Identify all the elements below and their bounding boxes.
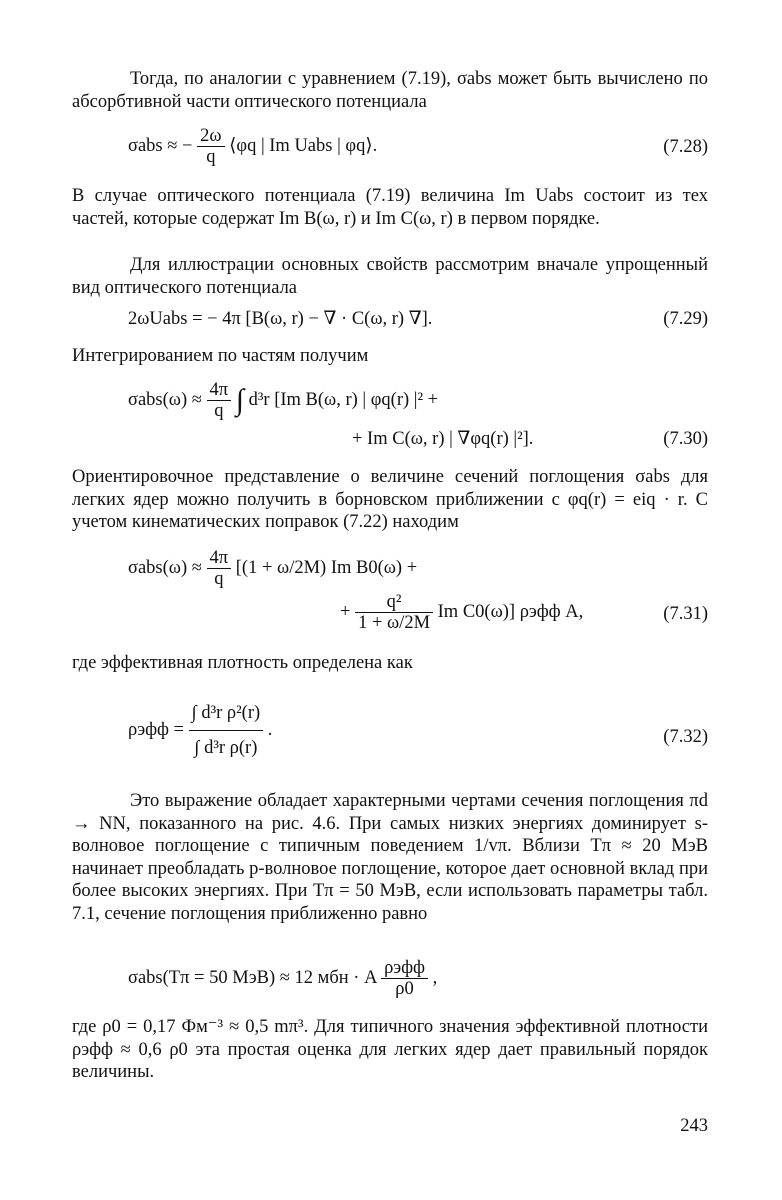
eq730-line1: d³r [Im B(ω, r) | φq(r) |² +: [248, 389, 439, 410]
eq733-lhs: σabs(Tπ = 50 МэВ) ≈ 12 мбн · A: [128, 967, 377, 988]
eq-number-7-32: (7.32): [663, 727, 708, 747]
eq732-dot: .: [267, 719, 273, 740]
equation-7-30-line2: + Im C(ω, r) | ∇φq(r) |²].: [352, 429, 534, 449]
equation-7-29: 2ωUabs = − 4π [B(ω, r) − ∇ · C(ω, r) ∇].: [128, 309, 433, 329]
equation-7-30-line1: [128, 380, 438, 421]
eq733-den: ρ0: [395, 979, 414, 999]
eq731-fraction: [207, 548, 232, 589]
eq733-num: ρэфф: [381, 958, 428, 979]
page-number: 243: [680, 1116, 708, 1136]
eq728-fraction: [197, 126, 224, 167]
eq728-rhs: ⟨φq | Im Uabs | φq⟩.: [229, 135, 378, 156]
paragraph-conclusion: где ρ0 = 0,17 Фм⁻³ ≈ 0,5 mπ³. Для типичного значения эффективной плотности ρэфф ≈ 0,6 ρ0 эта простая оценка для легких ядер дает правильный порядок величины.: [72, 1017, 708, 1082]
eq733-tail: ,: [432, 967, 438, 988]
paragraph-intro: Тогда, по аналогии с уравнением (7.19), σabs может быть вычислено по абсорбтивной части оптического потенциала: [72, 69, 708, 112]
eq730-den: q: [214, 401, 224, 421]
paragraph-integration: Интегрированием по частям получим: [72, 346, 369, 366]
equation-7-31-line2: [340, 592, 583, 633]
eq732-lhs: ρэфф =: [128, 719, 184, 740]
eq728-num: 2ω: [197, 126, 224, 147]
eq-number-7-31: (7.31): [663, 604, 708, 624]
eq728-lhs: σabs ≈ −: [128, 135, 193, 156]
eq732-fraction: [189, 696, 264, 765]
eq728-den: q: [206, 147, 216, 167]
paragraph-estimate: Ориентировочное представление о величине сечений поглощения σabs для легких ядер можно получить в борновском приближении с φq(r) = eiq · r. С учетом кинематических поправок (7.22) находим: [72, 467, 708, 532]
eq733-fraction: [381, 958, 428, 999]
paragraph-illustration: Для иллюстрации основных свойств рассмотрим вначале упрощенный вид оптического потенциала: [72, 255, 708, 298]
eq-number-7-28: (7.28): [663, 137, 708, 157]
eq731-den2: 1 + ω/2M: [358, 613, 431, 633]
eq732-num: ∫ d³r ρ²(r): [189, 696, 264, 731]
paragraph-effective-density: где эффективная плотность определена как: [72, 653, 413, 673]
equation-7-32: [128, 696, 272, 765]
eq731-lhs: σabs(ω) ≈: [128, 557, 202, 578]
paragraph-im-u: В случае оптического потенциала (7.19) величина Im Uabs состоит из тех частей, которые содержат Im B(ω, r) и Im C(ω, r) в первом порядке.: [72, 186, 708, 229]
eq731-den: q: [214, 569, 224, 589]
eq732-den: ∫ d³r ρ(r): [194, 738, 258, 758]
eq731-fraction2: [355, 592, 433, 633]
paragraph-cross-section: Это выражение обладает характерными чертами сечения поглощения πd → NN, показанного на рис. 4.6. При самых низких энергиях доминирует s-волновое поглощение с типичным поведением 1/vπ. Вблизи Tπ ≈ 20 МэВ начинает преобладать p-волновое поглощение, которое дает основной вклад при более высоких энергиях. При Tπ = 50 МэВ, если использовать параметры табл. 7.1, сечение поглощения приближенно равно: [72, 791, 708, 924]
eq731-plus: +: [340, 601, 351, 622]
eq731-num2: q²: [355, 592, 433, 613]
eq730-num: 4π: [207, 380, 232, 401]
eq731-line1: [(1 + ω/2M) Im B0(ω) +: [235, 557, 418, 578]
eq730-integral: ∫: [235, 383, 244, 417]
eq-number-7-29: (7.29): [663, 309, 708, 329]
eq730-lhs: σabs(ω) ≈: [128, 389, 202, 410]
eq-number-7-30: (7.30): [663, 429, 708, 449]
eq731-line2: Im C0(ω)] ρэфф A,: [437, 601, 584, 622]
equation-estimate: [128, 958, 437, 999]
equation-7-31-line1: [128, 548, 417, 589]
equation-7-28: [128, 126, 377, 167]
eq730-fraction: [207, 380, 232, 421]
eq731-num: 4π: [207, 548, 232, 569]
